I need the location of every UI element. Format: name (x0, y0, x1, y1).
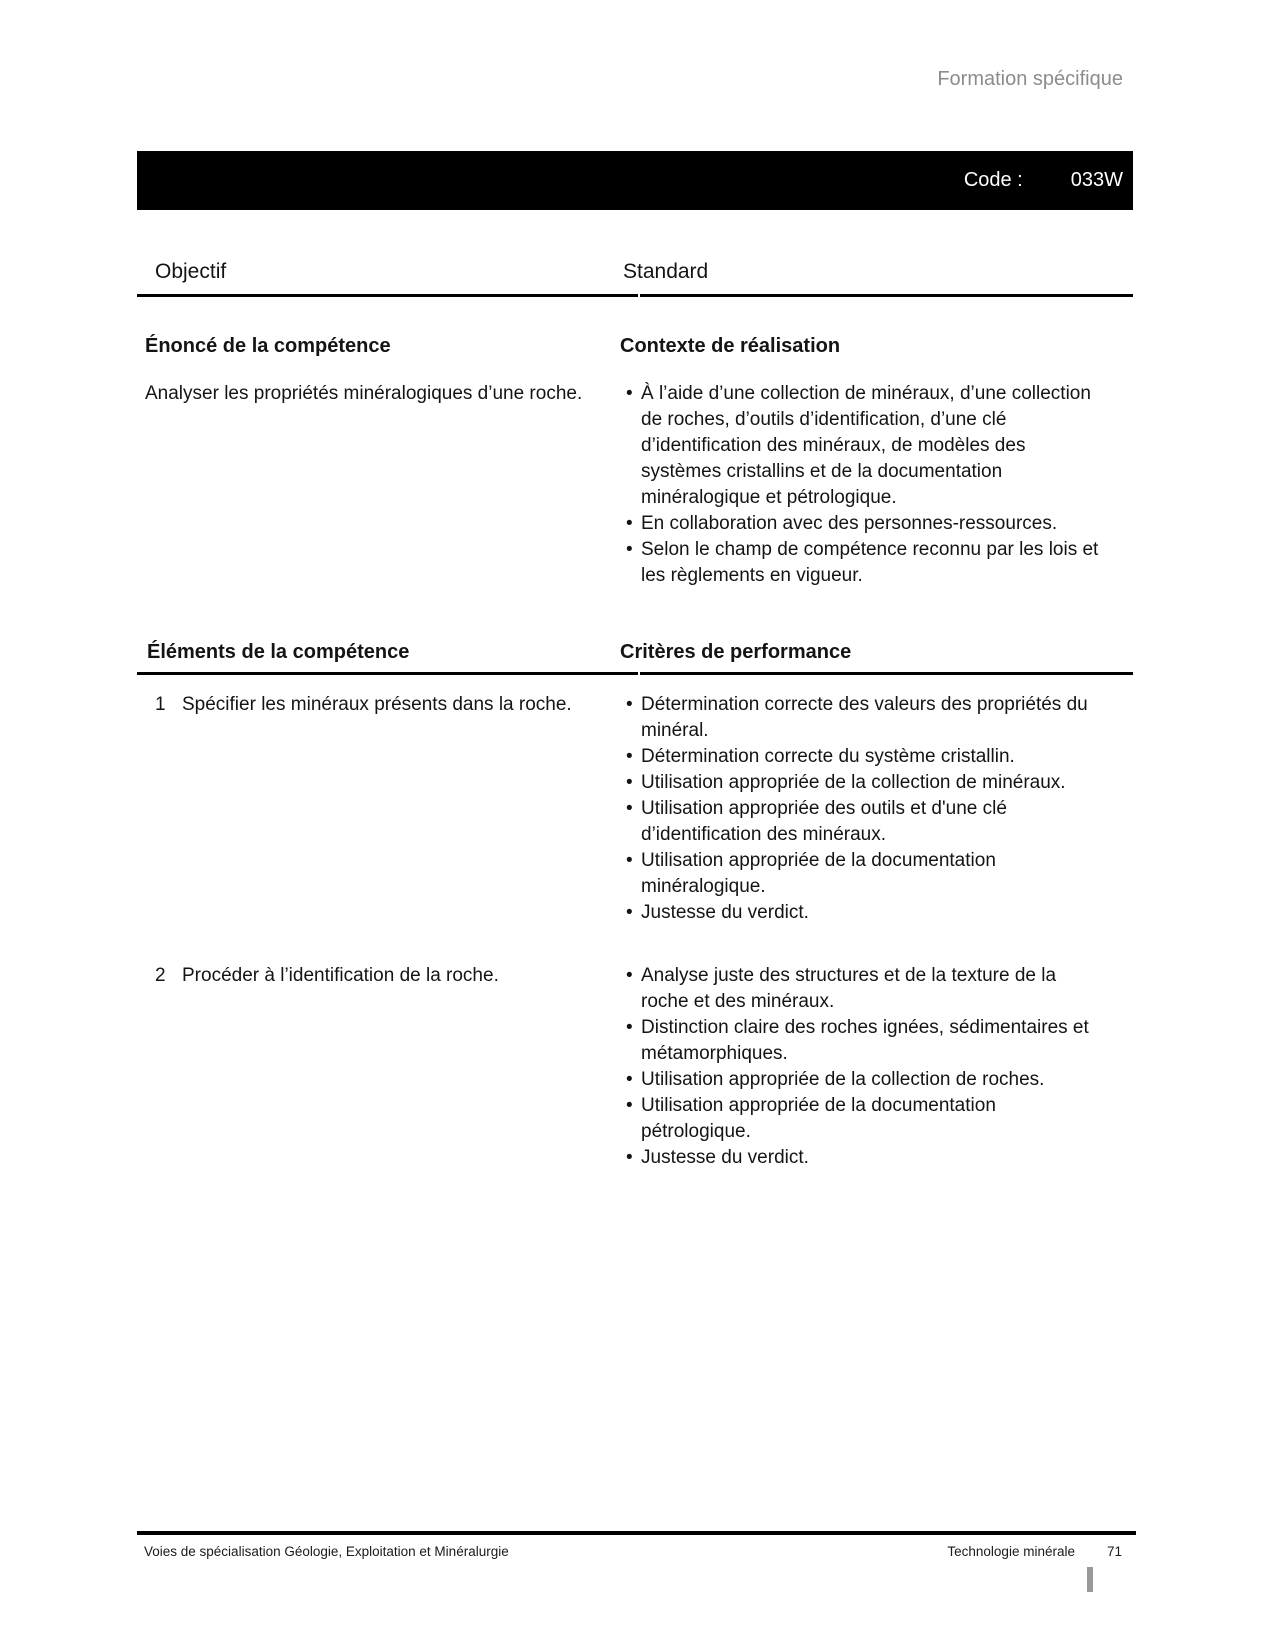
list-item: • À l’aide d’une collection de minéraux, d’une collection de roches, d’outils d’identification, d’une clé d’identification des minéraux, de modèles des systèmes cristallins et de la documentation minéralogique et pétrologique. (620, 381, 1133, 511)
element-row (137, 692, 1133, 926)
contexte-list (620, 381, 1133, 589)
list-item: • Utilisation appropriée de la documentation pétrologique. (620, 1093, 1133, 1145)
list-item: • Utilisation appropriée de la collection de roches. (620, 1067, 1133, 1093)
element-item (145, 692, 607, 718)
enonce-body: Analyser les propriétés minéralogiques d’une roche. (145, 383, 583, 404)
footer (137, 1544, 1136, 1559)
footer-tick-mark (1087, 1567, 1093, 1592)
element-cell (137, 963, 607, 1171)
code-bar (137, 151, 1133, 210)
element-row (137, 963, 1133, 1171)
list-item: • Utilisation appropriée de la documentation minéralogique. (620, 848, 1133, 900)
program-section-label: Formation spécifique (937, 68, 1123, 90)
list-item: • Détermination correcte des valeurs des propriétés du minéral. (620, 692, 1133, 744)
list-item: • Utilisation appropriée des outils et d'une clé d’identification des minéraux. (620, 796, 1133, 848)
element-number: 2 (155, 965, 166, 986)
criteria-cell (620, 692, 1133, 926)
code-value: 033W (1070, 169, 1123, 191)
list-item: • Utilisation appropriée de la collection de minéraux. (620, 770, 1133, 796)
list-item: • Distinction claire des roches ignées, sédimentaires et métamorphiques. (620, 1015, 1133, 1067)
standard-column-header: Standard (623, 260, 709, 283)
list-item: • Selon le champ de compétence reconnu par les lois et les règlements en vigueur. (620, 537, 1133, 589)
competence-section (137, 334, 1133, 589)
element-item (145, 963, 607, 989)
element-text: Procéder à l’identification de la roche. (182, 965, 499, 986)
list-item: • En collaboration avec des personnes-ressources. (620, 511, 1133, 537)
criteria-cell (620, 963, 1133, 1171)
list-item: • Justesse du verdict. (620, 900, 1133, 926)
elements-criteres-header-row (137, 640, 1133, 675)
page-number: 71 (1106, 1544, 1122, 1559)
contexte-column (620, 334, 1133, 589)
footer-right-text: Technologie minérale (947, 1544, 1075, 1559)
criteria-list (620, 692, 1133, 926)
enonce-column (137, 334, 607, 589)
list-item: • Détermination correcte du système cristallin. (620, 744, 1133, 770)
criteria-list (620, 963, 1133, 1171)
element-text: Spécifier les minéraux présents dans la roche. (182, 694, 572, 715)
objectif-standard-header-row (137, 258, 1133, 297)
objectif-column-header: Objectif (155, 260, 227, 283)
element-cell (137, 692, 607, 926)
contexte-title: Contexte de réalisation (620, 335, 841, 357)
element-number: 1 (155, 694, 166, 715)
list-item: • Justesse du verdict. (620, 1145, 1133, 1171)
list-item: • Analyse juste des structures et de la texture de la roche et des minéraux. (620, 963, 1133, 1015)
enonce-title: Énoncé de la compétence (145, 335, 391, 357)
footer-rule (137, 1531, 1136, 1535)
footer-left-text: Voies de spécialisation Géologie, Exploitation et Minéralurgie (144, 1544, 509, 1559)
footer-right-group (947, 1544, 1136, 1559)
code-label: Code : (963, 169, 1023, 191)
criteres-column-header: Critères de performance (620, 641, 852, 663)
elements-column-header: Éléments de la compétence (147, 641, 410, 663)
